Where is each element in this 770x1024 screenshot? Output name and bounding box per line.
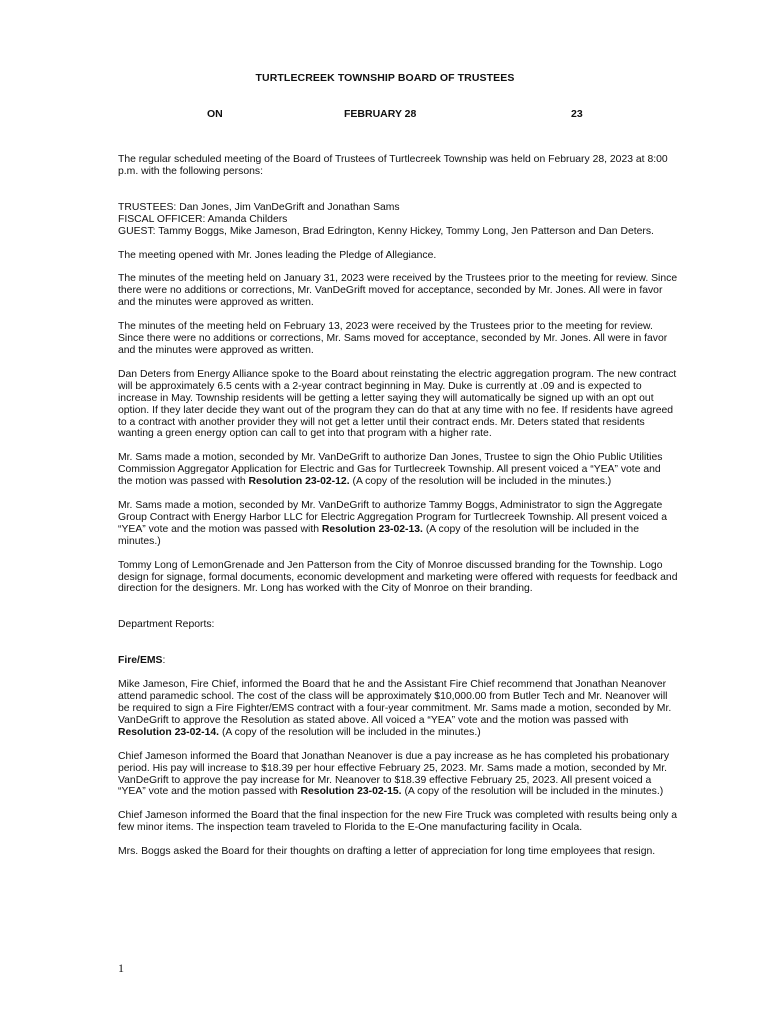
resolution-14-text: Mike Jameson, Fire Chief, informed the Board that he and the Assistant Fire Chief recommend that Jonathan Neanover attend paramedic school. The cost of the class will be approximately $10,000.00 from Butler Tech and Mr. Neanover will be required to sign a Fire Fighter/EMS contract with a four-year commitment. Mr. Sams made a motion, seconded by Mr. VanDeGrift to approve the Resolution as stated above. All voiced a “YEA” vote and the motion was passed with <box>118 679 672 726</box>
dateline-year: 23 <box>571 108 583 120</box>
energy-aggregation-paragraph: Dan Deters from Energy Alliance spoke to the Board about reinstating the electric aggregation program. The new contract will be approximately 6.5 cents with a 2-year contract beginning in May. Duke is currently at .09 and is expected to increase in May. Township residents will be getting a letter saying they will automatically be signed up with an opt out option. If they later decide they want out of the program they can do that at any time with no fee. If residents have agreed to a contract with another provider they will not get a letter until their contract ends. Mr. Deters stated that residents wanting a green energy option can call to get into that program with a higher rate. <box>118 368 677 440</box>
resolution-15-note: (A copy of the resolution will be included in the minutes.) <box>401 786 664 798</box>
resolution-12-paragraph <box>118 452 678 488</box>
boggs-paragraph: Mrs. Boggs asked the Board for their thoughts on drafting a letter of appreciation for long time employees that resign. <box>118 846 656 858</box>
resolution-13-text: Mr. Sams made a motion, seconded by Mr. VanDeGrift to authorize Tammy Boggs, Administrator to sign the Aggregate Group Contract with Energy Harbor LLC for Electric Aggregation Program for Turtlecreek Township. All present voiced a “YEA” vote and the motion was passed with <box>118 500 668 535</box>
fire-ems-heading <box>118 655 678 667</box>
fire-ems-colon: : <box>162 655 166 667</box>
resolution-15-text: Chief Jameson informed the Board that Jonathan Neanover is due a pay increase as he has completed his probationary period. His pay will increase to $18.39 per hour effective February 25, 2023. Mr. Sams made a motion, seconded by Mr. VanDeGrift to approve the pay increase for Mr. Neanover to $18.39 effective February 25, 2023. All present voiced a “YEA” vote and the motion passed with <box>118 750 670 798</box>
department-reports-heading: Department Reports: <box>118 619 215 631</box>
resolution-12-number: Resolution 23-02-12. <box>248 476 350 488</box>
resolution-14-number: Resolution 23-02-14. <box>118 726 220 738</box>
trustees-line: TRUSTEES: Dan Jones, Jim VanDeGrift and Jonathan Sams <box>118 201 400 213</box>
minutes-january-paragraph: The minutes of the meeting held on January 31, 2023 were received by the Trustees prior to the meeting for review. Since there were no additions or corrections, Mr. VanDeGrift moved for acceptance, seconded by Mr. Jones. All were in favor and the minutes were approved as written. <box>118 273 678 309</box>
resolution-13-paragraph <box>118 500 678 548</box>
branding-paragraph: Tommy Long of LemonGrenade and Jen Patterson from the City of Monroe discussed branding for the Township. Logo design for signage, formal documents, economic development and marketing were offered with requests for feedback and direction for the designers. Mr. Long has worked with the City of Monroe on their branding. <box>118 559 678 595</box>
dateline-date: FEBRUARY 28 <box>344 108 417 120</box>
pledge-paragraph: The meeting opened with Mr. Jones leading the Pledge of Allegiance. <box>118 249 437 261</box>
guest-line: GUEST: Tammy Boggs, Mike Jameson, Brad Edrington, Kenny Hickey, Tommy Long, Jen Patterson and Dan Deters. <box>118 225 654 237</box>
page-number: 1 <box>118 961 124 975</box>
fire-ems-label: Fire/EMS <box>118 655 163 667</box>
minutes-body <box>118 154 678 870</box>
minutes-february-paragraph: The minutes of the meeting held on February 13, 2023 were received by the Trustees prior to the meeting for review. Since there were no additions or corrections, Mr. Sams moved for acceptance, seconded by Mr. Jones. All were in favor and the minutes were approved as written. <box>118 321 668 356</box>
dateline-on: ON <box>207 108 223 120</box>
fire-truck-paragraph: Chief Jameson informed the Board that the final inspection for the new Fire Truck was completed with results being only a few minor items. The inspection team traveled to Florida to the E-One manufacturing facility in Ocala. <box>118 810 678 834</box>
fiscal-officer-line: FISCAL OFFICER: Amanda Childers <box>118 213 288 225</box>
resolution-12-text: Mr. Sams made a motion, seconded by Mr. VanDeGrift to authorize Dan Jones, Trustee to sign the Ohio Public Utilities Commission Aggregator Application for Electric and Gas for Turtlecreek Township. All present voiced a “YEA” vote and the motion was passed with <box>118 452 663 488</box>
resolution-13-number: Resolution 23-02-13. <box>321 523 423 535</box>
resolution-14-paragraph <box>118 679 678 739</box>
resolution-15-paragraph <box>118 751 678 799</box>
intro-paragraph: The regular scheduled meeting of the Board of Trustees of Turtlecreek Township was held on February 28, 2023 at 8:00 p.m. with the following persons: <box>118 154 668 177</box>
resolution-12-note: (A copy of the resolution will be included in the minutes.) <box>349 476 612 488</box>
resolution-13-note: (A copy of the resolution will be included in the minutes.) <box>118 523 639 547</box>
document-title: TURTLECREEK TOWNSHIP BOARD OF TRUSTEES <box>255 72 515 84</box>
resolution-14-note: (A copy of the resolution will be included in the minutes.) <box>219 726 481 738</box>
resolution-15-number: Resolution 23-02-15. <box>300 786 402 798</box>
